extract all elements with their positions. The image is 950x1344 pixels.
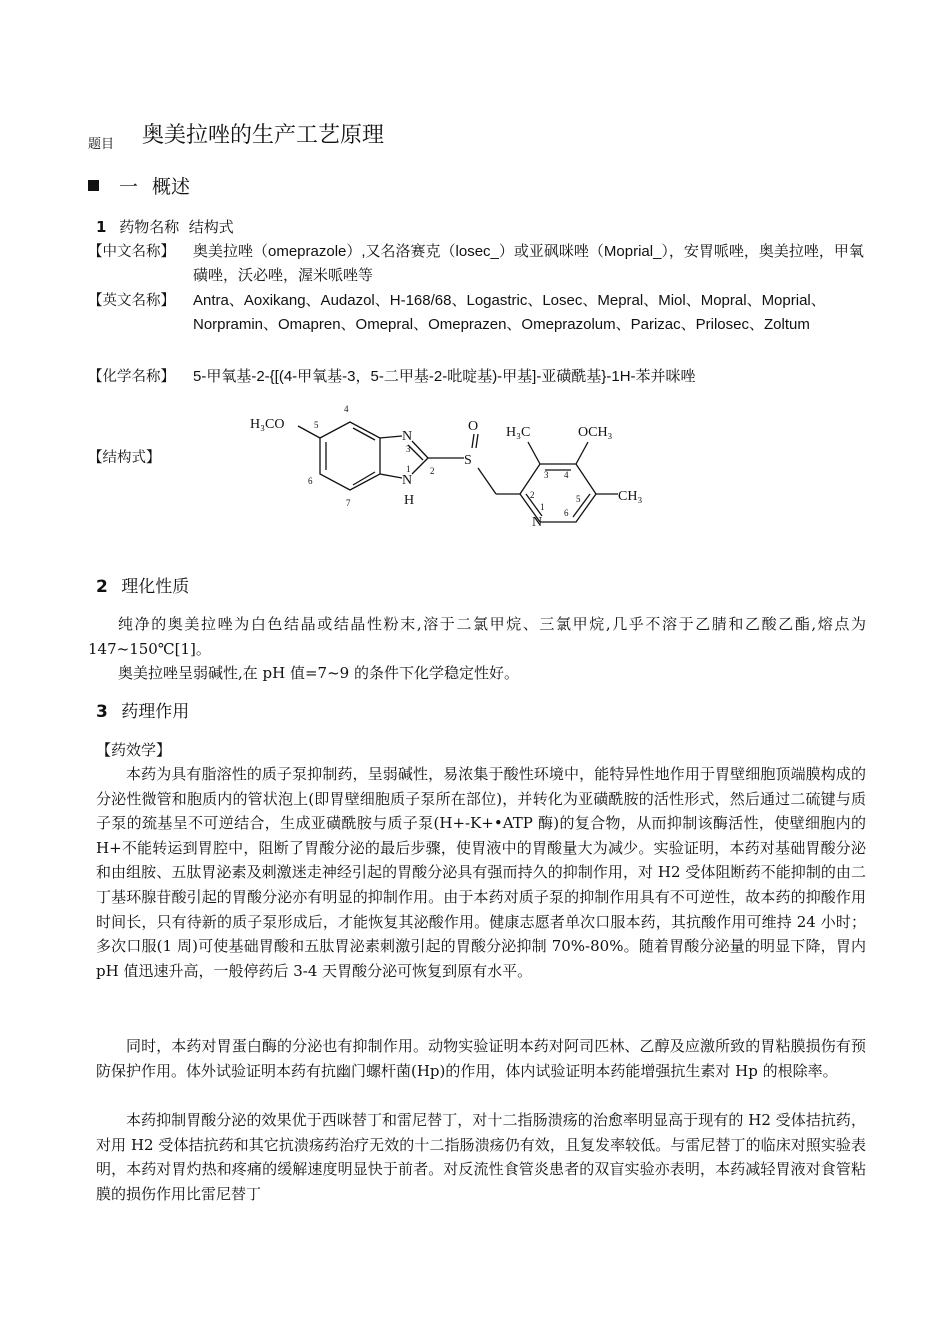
structure-label: 【结构式】 (88, 450, 161, 466)
atom-number: 4 (564, 470, 569, 480)
imidazole-bond (380, 474, 402, 478)
sulfur-atom: S (464, 453, 472, 468)
bullet-square-icon (88, 180, 99, 191)
section-2-number: 2 (96, 577, 108, 597)
title-label: 题目 (88, 137, 115, 152)
pharmacodynamics-label: 【药效学】 (96, 741, 172, 759)
atom-number: 4 (344, 404, 349, 414)
imidazole-bond (412, 458, 428, 474)
subsection-1-title: 药物名称 结构式 (119, 218, 234, 236)
s-ch2-bond (478, 468, 496, 494)
atom-number: 5 (576, 494, 581, 504)
atom-number: 6 (308, 476, 313, 486)
section-3-title: 药理作用 (121, 702, 190, 722)
chemical-name-field (88, 365, 878, 389)
subsection-1-number: 1 (96, 218, 107, 236)
english-name-value: Antra、Aoxikang、Audazol、H-168/68、Logastric、Losec、Mepral、Miol、Mopral、Moprial、Norpramin、Omapren、Omepral、Omeprazen、Omeprazolum、Parizac、Prilosec、Zoltum (193, 292, 826, 333)
section-1-number: 一 (119, 176, 139, 198)
atom-number: 2 (530, 490, 535, 500)
pyridine-nitrogen: N (532, 515, 543, 526)
oxygen-atom: O (468, 419, 479, 434)
physchem-paragraph-2: 奥美拉唑呈弱碱性,在 pH 值=7~9 的条件下化学稳定性好。 (118, 664, 519, 682)
atom-number: 3 (406, 444, 411, 454)
hydrogen-atom: H (404, 493, 415, 508)
atom-number: 1 (540, 502, 545, 512)
atom-number: 1 (406, 464, 411, 474)
sulfoxide-bond (476, 434, 478, 448)
pharma-paragraph-3: 本药抑制胃酸分泌的效果优于西咪替丁和雷尼替丁，对十二指肠溃疡的治愈率明显高于现有的 H2 受体拮抗药，对用 H2 受体拮抗药和其它抗溃疡药治疗无效的十二指肠溃疡仍有效，且复发率较低。与雷尼替丁的临床对照实验表明，本药对胃灼热和疼痛的缓解速度明显快于前者。对反流性食管炎患者的双盲实验亦表明，本药减轻胃液对食管粘膜的损伤作用比雷尼替丁 (96, 1111, 866, 1203)
sulfoxide-bond (472, 434, 474, 448)
section-2-title: 理化性质 (121, 577, 190, 597)
section-3-number: 3 (96, 702, 108, 722)
chemical-name-value: 5-甲氧基-2-{[(4-甲氧基-3，5-二甲基-2-吡啶基)-甲基]-亚磺酰基}-1H-苯并咪唑 (193, 368, 696, 385)
english-name-label: 【英文名称】 (88, 293, 175, 309)
chemical-name-label: 【化学名称】 (88, 369, 175, 385)
methoxy-bond (576, 442, 588, 464)
methyl-bond (528, 442, 540, 464)
section-2-heading (96, 572, 189, 597)
h3c-group: H₃C (506, 425, 531, 440)
atom-number: 7 (346, 498, 351, 508)
chinese-name-field (88, 240, 878, 288)
english-name-field (88, 289, 878, 337)
atom-number: 5 (314, 420, 319, 430)
section-1-heading (88, 172, 190, 199)
atom-number: 6 (564, 508, 569, 518)
atom-number: 3 (544, 470, 549, 480)
och3-group: OCH₃ (578, 425, 613, 440)
physchem-paragraph-1: 纯净的奥美拉唑为白色结晶或结晶性粉末,溶于二氯甲烷、三氯甲烷,几乎不溶于乙腈和乙酸乙酯,熔点为 147~150℃[1]。 (88, 615, 866, 658)
nitrogen-atom-3: N (402, 429, 413, 444)
section-1-title: 概述 (152, 176, 191, 198)
omeprazole-structure (240, 398, 660, 526)
ch3-group: CH₃ (618, 489, 643, 504)
subsection-1-heading (96, 216, 234, 237)
imidazole-bond (412, 441, 428, 458)
atom-number: 2 (430, 466, 435, 476)
page-title: 奥美拉唑的生产工艺原理 (142, 123, 385, 148)
pharma-paragraph-2: 同时，本药对胃蛋白酶的分泌也有抑制作用。动物实验证明本药对阿司匹林、乙醇及应激所致的胃粘膜损伤有预防保护作用。体外试验证明本药有抗幽门螺杆菌(Hp)的作用，体内试验证明本药能增强抗生素对 Hp 的根除率。 (96, 1037, 866, 1080)
pharma-paragraph-1: 本药为具有脂溶性的质子泵抑制药，呈弱碱性，易浓集于酸性环境中，能特异性地作用于胃壁细胞顶端膜构成的分泌性微管和胞质内的管状泡上(即胃壁细胞质子泵所在部位)，并转化为亚磺酰胺的活性形式，然后通过二硫键与质子泵的巯基呈不可逆结合，生成亚磺酰胺与质子泵(H+-K+•ATP 酶)的复合物，从而抑制该酶活性，使壁细胞内的 H+不能转运到胃腔中，阻断了胃酸分泌的最后步骤，使胃液中的胃酸量大为减少。实验证明，本药对基础胃酸分泌和由组胺、五肽胃泌素及刺激迷走神经引起的胃酸分泌具有强而持久的抑制作用，对 H2 受体阻断药不能抑制的由二丁基环腺苷酸引起的胃酸分泌亦有明显的抑制作用。由于本药对质子泵的抑制作用具有不可逆性，故本药的抑酸作用时间长，只有待新的质子泵形成后，才能恢复其泌酸作用。健康志愿者单次口服本药，其抗酸作用可维持 24 小时；多次口服(1 周)可使基础胃酸和五肽胃泌素刺激引起的胃酸分泌抑制 70%-80%。随着胃酸分泌量的明显下降，胃内 pH 值迅速升高，一般停药后 3-4 天胃酸分泌可恢复到原有水平。 (96, 765, 882, 980)
chinese-name-value: 奥美拉唑（omeprazole）,又名洛赛克（losec_）或亚砜咪唑（Moprial_），安胃哌唑，奥美拉唑，甲氧磺唑，沃必唑，渥米哌唑等 (193, 243, 864, 284)
chinese-name-label: 【中文名称】 (88, 244, 175, 260)
benzene-ring (320, 422, 380, 490)
h3co-group: H₃CO (250, 417, 285, 432)
nitrogen-atom-1: N (402, 473, 413, 488)
section-3-heading (96, 697, 189, 722)
imidazole-bond (380, 436, 402, 438)
